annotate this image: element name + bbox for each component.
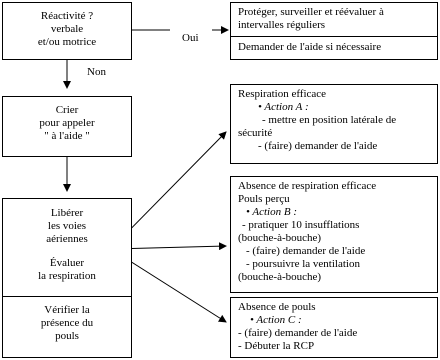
call-for-help-line-2: pour appeler bbox=[39, 117, 95, 129]
action-c-line-2: - Débuter la RCP bbox=[238, 340, 315, 352]
action-a-line-3: - (faire) demander de l'aide bbox=[258, 140, 378, 152]
monitor-divider bbox=[230, 36, 438, 37]
no-breathing-title-2: Pouls perçu bbox=[238, 193, 290, 205]
airway-line-3: aériennes bbox=[46, 233, 88, 245]
label-non: Non bbox=[87, 66, 106, 78]
monitor-line-2: intervalles réguliers bbox=[238, 19, 326, 31]
no-pulse-title: Absence de pouls bbox=[238, 301, 316, 313]
pulse-divider bbox=[2, 296, 132, 297]
label-oui: Oui bbox=[182, 32, 199, 44]
action-a-label: • Action A : bbox=[258, 101, 309, 113]
action-b-line-2: (bouche-à-bouche) bbox=[238, 232, 322, 244]
action-b-line-3: - (faire) demander de l'aide bbox=[246, 245, 366, 257]
pulse-line-2: présence du bbox=[40, 317, 94, 329]
breathing-line-1: Évaluer bbox=[49, 257, 85, 269]
responsiveness-line-1: Réactivité ? bbox=[40, 10, 94, 22]
action-b-label: • Action B : bbox=[246, 206, 297, 218]
action-b-line-4: - poursuivre la ventilation bbox=[246, 258, 360, 270]
responsiveness-line-2: verbale bbox=[50, 23, 84, 35]
breathing-line-2: la respiration bbox=[38, 270, 96, 282]
no-breathing-title-1: Absence de respiration efficace bbox=[238, 180, 377, 192]
call-for-help-line-1: Crier bbox=[55, 104, 79, 116]
monitor-ask-help: Demander de l'aide si nécessaire bbox=[238, 41, 382, 53]
action-a-line-2: sécurité bbox=[238, 127, 273, 139]
action-b-line-5: (bouche-à-bouche) bbox=[238, 271, 322, 283]
action-c-label: • Action C : bbox=[250, 314, 302, 326]
airway-line-2: les voies bbox=[47, 220, 87, 232]
pulse-line-3: pouls bbox=[55, 330, 79, 342]
pulse-line-1: Vérifier la bbox=[44, 304, 90, 316]
action-c-line-1: - (faire) demander de l'aide bbox=[238, 327, 358, 339]
call-for-help-line-3: " à l'aide " bbox=[44, 130, 90, 142]
effective-breathing-title: Respiration efficace bbox=[238, 88, 327, 100]
action-b-line-1: - pratiquer 10 insufflations bbox=[242, 219, 360, 231]
action-a-line-1: - mettre en position latérale de bbox=[262, 114, 397, 126]
monitor-line-1: Protéger, surveiller et réévaluer à bbox=[238, 6, 384, 18]
airway-line-1: Libérer bbox=[50, 207, 84, 219]
responsiveness-line-3: et/ou motrice bbox=[37, 36, 97, 48]
